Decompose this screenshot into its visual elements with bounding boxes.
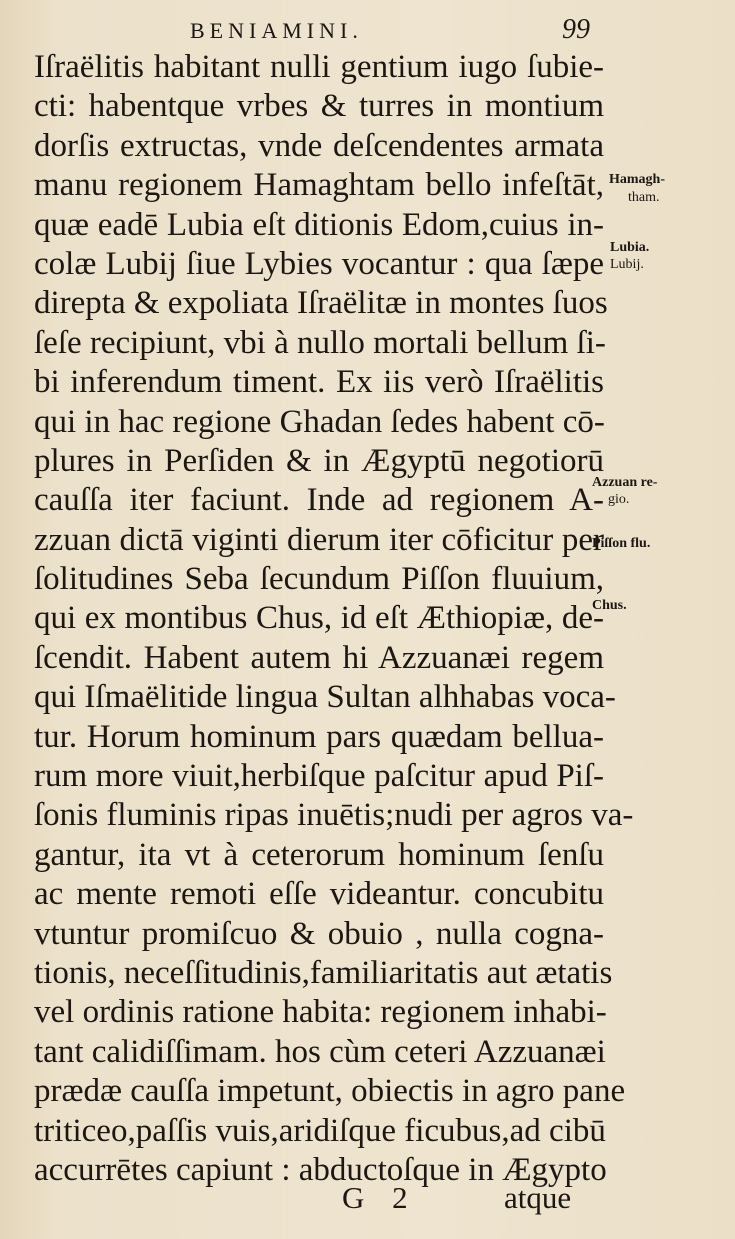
margin-note-pisson: Piſſon flu. [592, 536, 651, 551]
running-title: BENIAMINI. [190, 18, 363, 43]
signature-mark: G 2 [342, 1180, 418, 1215]
text-line: tant calidiſſimam. hos cùm ceteri Azzuanæi [34, 1033, 606, 1070]
text-line: ſolitudines Seba ſecundum Piſſon fluuium, [34, 561, 604, 598]
text-line: ac mente remoti eſſe videantur. concubitu [34, 876, 604, 913]
margin-note-lubij: Lubij. [610, 257, 644, 272]
text-line: manu regionem Hamaghtam bello infeſtāt, [34, 167, 604, 204]
text-line: plures in Perſiden & in Ægyptū negotiorū [34, 442, 604, 479]
text-line: colæ Lubij ſiue Lybies vocantur : qua ſæpe [34, 245, 604, 282]
margin-note-azzuan: Azzuan re- [592, 475, 658, 490]
text-line: gantur, ita vt à ceterorum hominum ſenſu [34, 836, 604, 873]
text-line: quæ eadē Lubia eſt ditionis Edom,cuius in- [34, 206, 604, 243]
page-number: 99 [562, 14, 590, 45]
margin-note-azzuan-cont: gio. [608, 492, 630, 507]
text-line: zzuan dictā viginti dierum iter cōficitur per [34, 521, 604, 558]
text-line: Iſraëlitis habitant nulli gentium iugo ſubie- [34, 49, 604, 85]
text-line: dorſis extructas, vnde deſcendentes armata [34, 127, 604, 164]
text-line: tionis, neceſſitudinis,familiaritatis aut ætatis [34, 954, 613, 991]
text-line: tur. Horum hominum pars quædam bellua- [34, 718, 604, 755]
margin-note-hamaghtham-cont: tham. [628, 190, 660, 205]
text-line: qui Iſmaëlitide lingua Sultan alhhabas voca- [34, 679, 616, 716]
text-line: vel ordinis ratione habita: regionem inhabi- [34, 994, 607, 1031]
text-line: triticeo,paſſis vuis,aridiſque ficubus,ad cibū [34, 1112, 606, 1149]
text-line: direpta & expoliata Iſraëlitæ in montes ſuos [34, 285, 608, 322]
text-line: cti: habentque vrbes & turres in montium [34, 88, 604, 125]
margin-note-lubia: Lubia. [610, 240, 650, 255]
text-line: qui ex montibus Chus, id eſt Æthiopiæ, de- [34, 600, 604, 637]
text-line: ſcendit. Habent autem hi Azzuanæi regem [34, 639, 604, 676]
text-line: vtuntur promiſcuo & obuio , nulla cogna- [34, 915, 604, 952]
text-line: ſeſe recipiunt, vbi à nullo mortali bellum ſi- [34, 324, 606, 361]
text-line: ſonis fluminis ripas inuētis;nudi per agros va- [34, 797, 634, 834]
text-line: bi inferendum timent. Ex iis verò Iſraëlitis [34, 364, 604, 401]
margin-note-hamaghtham: Hamagh- [609, 172, 665, 187]
text-line: qui in hac regione Ghadan ſedes habent cō- [34, 403, 605, 440]
margin-note-chus: Chus. [592, 598, 627, 613]
text-line: cauſſa iter faciunt. Inde ad regionem A- [34, 482, 604, 519]
page-footer [0, 1180, 735, 1220]
text-line: rum more viuit,herbiſque paſcitur apud Piſ- [34, 758, 604, 795]
page-header [0, 14, 735, 48]
text-line: prædæ cauſſa impetunt, obiectis in agro pane [34, 1073, 626, 1110]
catchword: atque [504, 1180, 572, 1215]
text-line: accurrētes capiunt : abductoſque in Ægypto [34, 1151, 607, 1188]
